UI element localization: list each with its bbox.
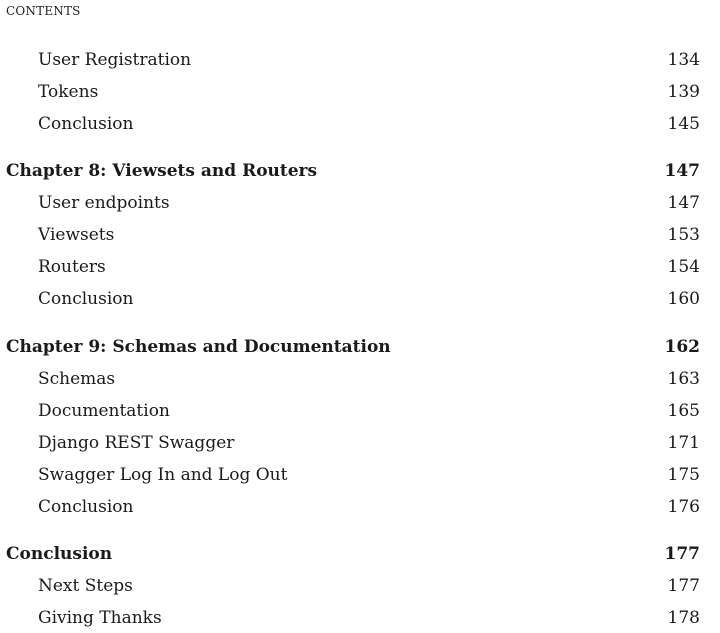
toc-entry-title: Conclusion — [38, 497, 134, 517]
toc-entry[interactable] — [0, 220, 720, 250]
toc-entry-page: 171 — [667, 433, 700, 453]
toc-entry[interactable] — [0, 284, 720, 314]
toc-entry-title: Giving Thanks — [38, 608, 162, 628]
toc-entry[interactable] — [0, 109, 720, 139]
toc-entry[interactable] — [0, 364, 720, 394]
toc-entry[interactable] — [0, 492, 720, 522]
toc-entry-title: Tokens — [38, 82, 99, 102]
running-header: CONTENTS — [6, 4, 81, 18]
toc-entry[interactable] — [0, 252, 720, 282]
toc-entry-page: 153 — [667, 225, 700, 245]
toc-entry-page: 145 — [667, 114, 700, 134]
toc-entry-page: 176 — [667, 497, 700, 517]
toc-entry-page: 134 — [667, 50, 700, 70]
toc-entry-title: User endpoints — [38, 193, 170, 213]
toc-chapter-entry[interactable] — [0, 539, 720, 569]
toc-entry-title: User Registration — [38, 50, 192, 70]
toc-entry-page: 147 — [667, 193, 700, 213]
toc-entry-page: 177 — [667, 576, 700, 596]
toc-chapter-title: Chapter 8: Viewsets and Routers — [6, 161, 318, 181]
toc-chapter-entry[interactable] — [0, 156, 720, 186]
toc-entry-title: Django REST Swagger — [38, 433, 235, 453]
toc-chapter-page: 147 — [664, 161, 700, 181]
toc-entry[interactable] — [0, 45, 720, 75]
toc-entry[interactable] — [0, 603, 720, 633]
toc-entry[interactable] — [0, 188, 720, 218]
toc-entry-page: 165 — [667, 401, 700, 421]
toc-entry[interactable] — [0, 428, 720, 458]
toc-entry-page: 178 — [667, 608, 700, 628]
toc-entry-title: Next Steps — [38, 576, 133, 596]
toc-entry-title: Swagger Log In and Log Out — [38, 465, 288, 485]
toc-chapter-title: Chapter 9: Schemas and Documentation — [6, 337, 391, 357]
toc-entry[interactable] — [0, 460, 720, 490]
toc-entry-page: 139 — [667, 82, 700, 102]
toc-entry[interactable] — [0, 571, 720, 601]
toc-entry-title: Conclusion — [38, 289, 134, 309]
toc-entry-page: 163 — [667, 369, 700, 389]
toc-entry-title: Schemas — [38, 369, 116, 389]
toc-entry[interactable] — [0, 396, 720, 426]
toc-entry[interactable] — [0, 77, 720, 107]
toc-entry-page: 175 — [667, 465, 700, 485]
toc-entry-page: 154 — [667, 257, 700, 277]
toc-chapter-entry[interactable] — [0, 332, 720, 362]
toc-chapter-page: 162 — [664, 337, 700, 357]
toc-entry-title: Conclusion — [38, 114, 134, 134]
toc-chapter-page: 177 — [664, 544, 700, 564]
toc-chapter-title: Conclusion — [6, 544, 113, 564]
toc-entry-title: Documentation — [38, 401, 170, 421]
toc-entry-title: Viewsets — [38, 225, 115, 245]
toc-entry-page: 160 — [667, 289, 700, 309]
toc-entry-title: Routers — [38, 257, 106, 277]
